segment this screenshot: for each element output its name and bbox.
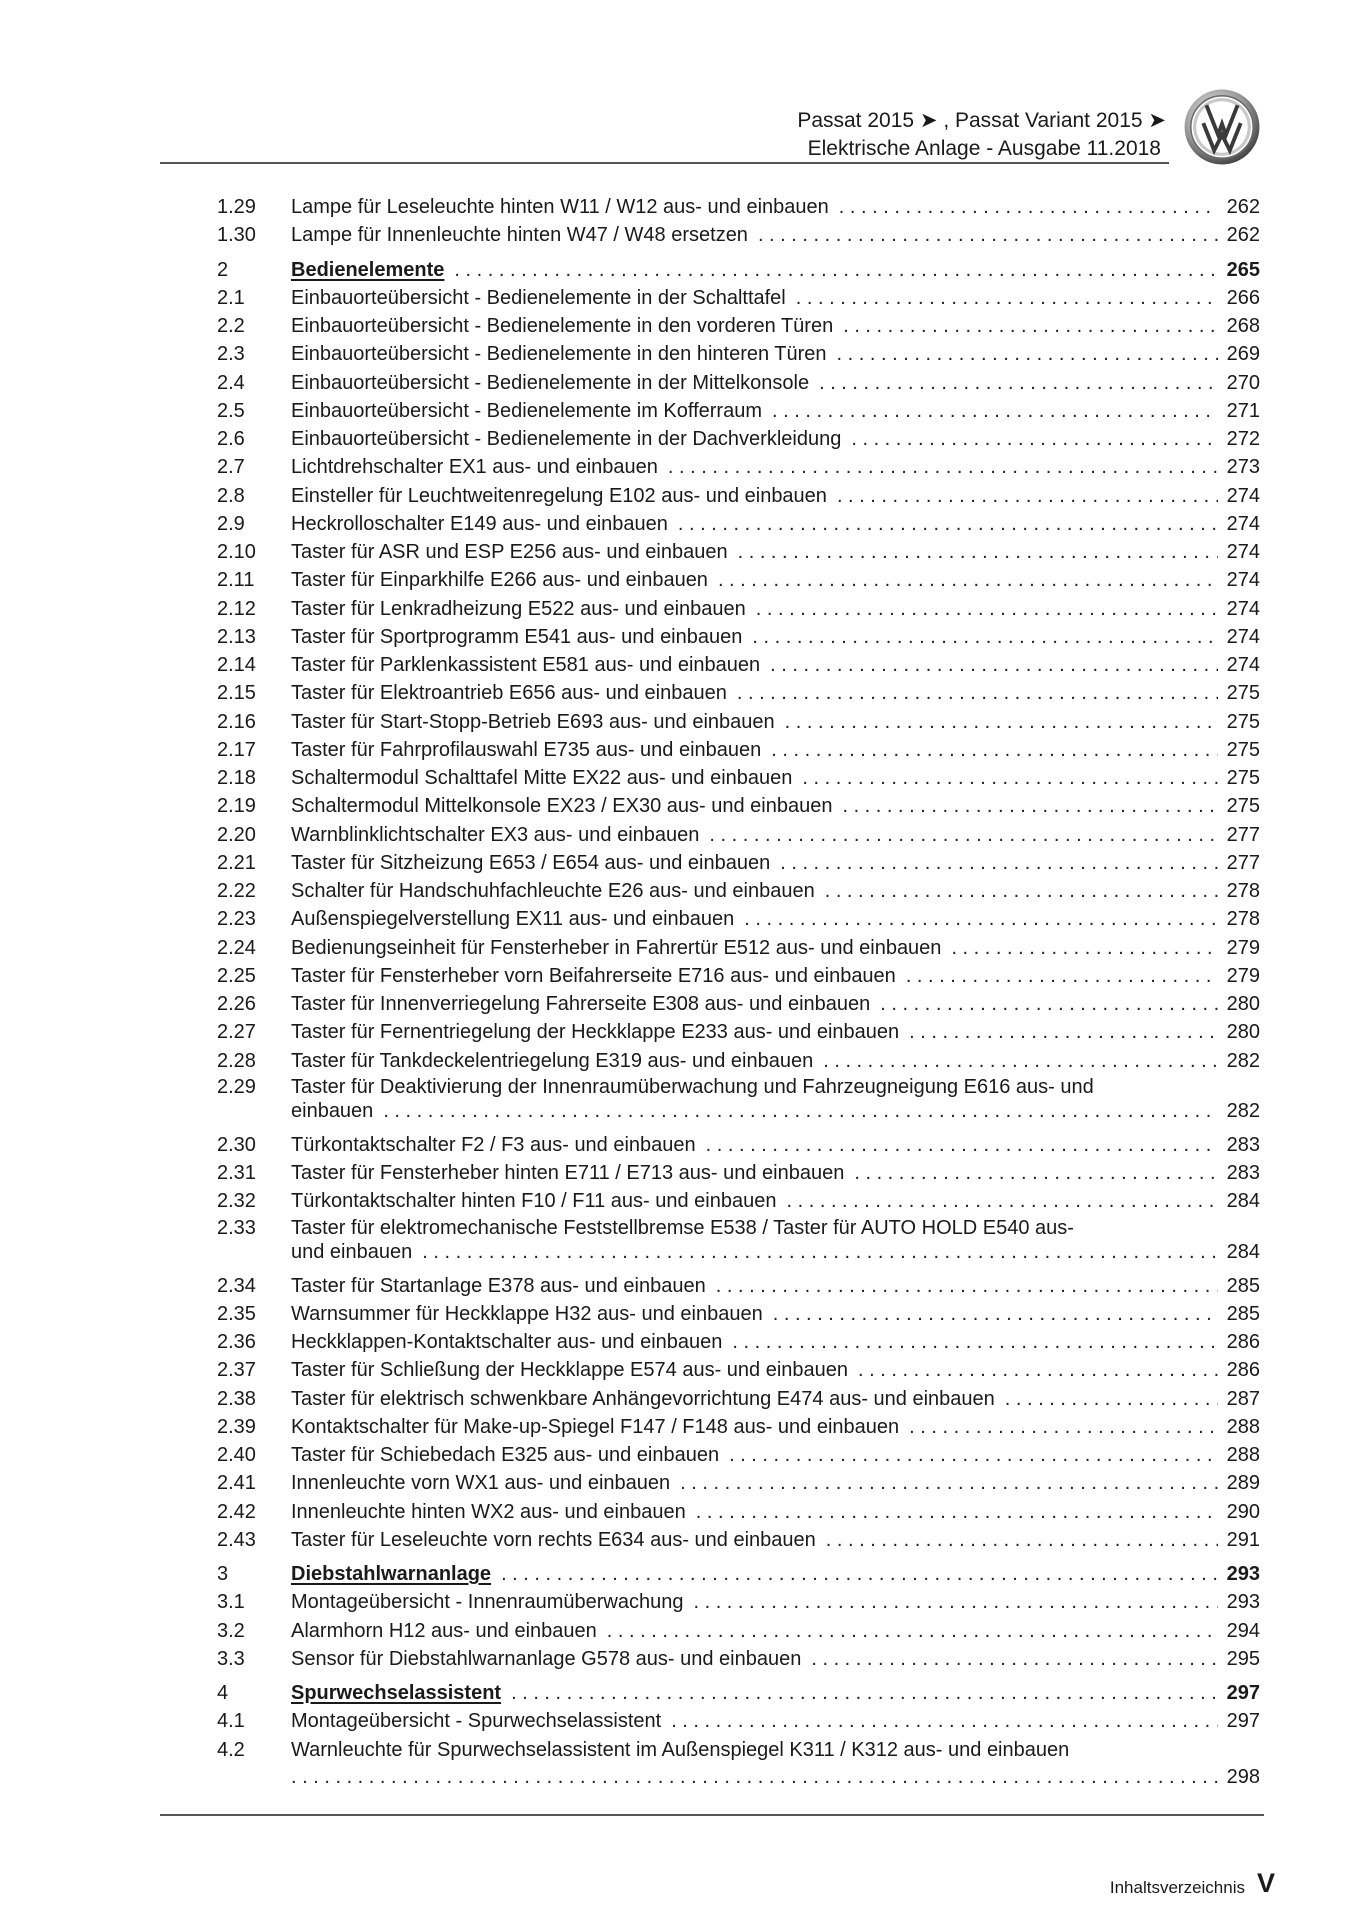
toc-row[interactable] [217, 1328, 1260, 1356]
toc-page-number: 273 [1226, 456, 1260, 479]
toc-dot-leader [826, 1526, 1218, 1554]
toc-page-number: 282 [1226, 1049, 1260, 1072]
toc-entry-number: 2.6 [217, 428, 245, 450]
toc-row[interactable] [217, 397, 1260, 425]
toc-entry-number: 2.11 [217, 569, 255, 592]
toc-dot-leader [880, 990, 1218, 1018]
toc-page-number: 271 [1226, 399, 1260, 422]
toc-dot-leader [772, 397, 1218, 425]
footer-section-label: Inhaltsverzeichnis [1109, 1878, 1245, 1897]
toc-entry-number: 2.15 [217, 682, 256, 705]
toc-row[interactable] [217, 425, 1260, 453]
toc-entry-number: 2.7 [217, 456, 245, 479]
toc-entry-number: 2.33 [217, 1216, 256, 1239]
page-header [160, 108, 1169, 166]
toc-entry-title: Lichtdrehschalter EX1 aus- und einbauen [291, 456, 658, 479]
toc-row[interactable] [217, 538, 1260, 566]
vw-logo-icon [1183, 88, 1261, 166]
toc-row[interactable] [217, 1498, 1260, 1526]
toc-entry-title: Schaltermodul Mittelkonsole EX23 / EX30 aus- und einbauen [291, 795, 833, 818]
toc-page-number: 269 [1226, 343, 1260, 366]
toc-entry-number: 2.9 [217, 512, 245, 535]
toc-entry-title: Diebstahlwarnanlage [291, 1563, 492, 1585]
toc-entry-title: Taster für elektromechanische Feststellbremse E538 / Taster für AUTO HOLD E540 aus- [291, 1216, 1074, 1239]
header-rule [160, 162, 1169, 164]
toc-dot-leader [511, 1679, 1218, 1707]
toc-row[interactable] [217, 1047, 1260, 1075]
toc-entry-title: Taster für Start-Stopp-Betrieb E693 aus- und einbauen [291, 710, 775, 733]
toc-entry-title: Einbauorteübersicht - Bedienelemente in der Dachverkleidung [291, 428, 842, 450]
toc-entry-number: 2.18 [217, 767, 256, 789]
toc-entry-number: 2.14 [217, 654, 256, 676]
toc-entry-title: Innenleuchte vorn WX1 aus- und einbauen [291, 1472, 671, 1495]
toc-entry-title: Taster für Tankdeckelentriegelung E319 aus- und einbauen [291, 1049, 814, 1072]
toc-dot-leader [454, 256, 1218, 284]
toc-entry-number: 4.1 [217, 1710, 245, 1733]
toc-entry-number: 2.31 [217, 1162, 256, 1184]
toc-page-number: 278 [1226, 880, 1260, 902]
toc-page-number: 280 [1226, 993, 1260, 1015]
toc-entry-number: 2.2 [217, 315, 245, 337]
toc-entry-title: Bedienelemente [291, 258, 445, 281]
toc-page-number: 268 [1226, 315, 1260, 337]
toc-entry-number: 2.42 [217, 1500, 256, 1523]
toc-entry-number: 2.39 [217, 1415, 256, 1438]
header-model-line: Passat 2015 ➤ , Passat Variant 2015 ➤ [797, 109, 1166, 132]
toc-row[interactable] [217, 1736, 1260, 1792]
toc-row[interactable] [217, 651, 1260, 679]
toc-page-number: 275 [1226, 738, 1260, 761]
toc-dot-leader [501, 1560, 1218, 1588]
toc-dot-leader [837, 340, 1218, 368]
toc-entry-number: 2.1 [217, 286, 245, 309]
toc-row[interactable] [217, 1413, 1260, 1441]
toc-dot-leader [383, 1099, 1218, 1123]
toc-page-number: 265 [1226, 258, 1260, 281]
toc-page-number: 286 [1226, 1331, 1260, 1353]
toc-dot-leader [729, 1441, 1218, 1469]
toc-row[interactable] [217, 736, 1260, 764]
toc-entry-number: 2.27 [217, 1021, 256, 1044]
toc-row[interactable] [217, 1469, 1260, 1497]
toc-entry-title: Einbauorteübersicht - Bedienelemente in der Mittelkonsole [291, 371, 810, 394]
toc-row[interactable] [217, 990, 1260, 1018]
toc-entry-title: Taster für Schiebedach E325 aus- und einbauen [291, 1444, 720, 1466]
toc-page-number: 293 [1226, 1563, 1260, 1585]
toc-row[interactable] [217, 1216, 1260, 1272]
toc-entry-title: Taster für Fensterheber hinten E711 / E713 aus- und einbauen [291, 1162, 845, 1184]
toc-entry-number: 4.2 [217, 1738, 245, 1761]
toc-entry-title: Taster für elektrisch schwenkbare Anhängevorrichtung E474 aus- und einbauen [291, 1387, 995, 1410]
toc-chapter-row[interactable] [217, 256, 1260, 284]
toc-page-number: 266 [1226, 286, 1260, 309]
toc-entry-title: Innenleuchte hinten WX2 aus- und einbauen [291, 1500, 686, 1523]
toc-entry-number: 3.1 [217, 1591, 245, 1614]
toc-page-number: 274 [1226, 512, 1260, 535]
toc-dot-leader [716, 1272, 1218, 1300]
toc-dot-leader [756, 595, 1218, 623]
toc-entry-number: 2.32 [217, 1190, 256, 1213]
toc-row[interactable] [217, 369, 1260, 397]
toc-row[interactable] [217, 595, 1260, 623]
toc-entry-number: 2.10 [217, 541, 256, 563]
toc-entry-number: 2.43 [217, 1528, 256, 1551]
toc-page-number: 282 [1226, 1099, 1260, 1122]
toc-row[interactable] [217, 1272, 1260, 1300]
toc-entry-number: 2.34 [217, 1274, 256, 1297]
toc-entry-title: Taster für Sportprogramm E541 aus- und einbauen [291, 625, 743, 648]
toc-row[interactable] [217, 708, 1260, 736]
toc-row[interactable] [217, 623, 1260, 651]
toc-dot-leader [819, 369, 1218, 397]
toc-page-number: 285 [1226, 1302, 1260, 1325]
toc-page-number: 295 [1226, 1647, 1260, 1670]
toc-entry-title: Taster für Leseleuchte vorn rechts E634 aus- und einbauen [291, 1528, 816, 1551]
footer-rule [160, 1814, 1264, 1816]
toc-entry-number: 2.41 [217, 1472, 256, 1495]
toc-dot-leader [668, 453, 1218, 481]
toc-dot-leader [696, 1498, 1218, 1526]
toc-entry-number: 2.24 [217, 936, 256, 959]
toc-entry-title: Heckrolloschalter E149 aus- und einbauen [291, 512, 668, 535]
toc-entry-title: Montageübersicht - Innenraumüberwachung [291, 1591, 684, 1614]
toc-entry-number: 2.36 [217, 1331, 256, 1353]
toc-row[interactable] [217, 193, 1260, 221]
toc-dot-leader [951, 934, 1218, 962]
toc-page-number: 277 [1226, 823, 1260, 846]
toc-dot-leader [671, 1707, 1218, 1735]
toc-entry-number: 2.37 [217, 1359, 256, 1382]
toc-entry-title: Außenspiegelverstellung EX11 aus- und einbauen [291, 908, 735, 931]
toc-dot-leader [843, 312, 1218, 340]
toc-entry-number: 2.23 [217, 908, 256, 931]
toc-page-number: 277 [1226, 851, 1260, 874]
toc-page-number: 287 [1226, 1387, 1260, 1410]
toc-page-number: 272 [1226, 428, 1260, 450]
toc-page-number: 284 [1226, 1190, 1260, 1213]
toc-page-number: 274 [1226, 569, 1260, 592]
toc-dot-leader [773, 1300, 1218, 1328]
toc-entry-number: 2.5 [217, 399, 245, 422]
toc-dot-leader [758, 221, 1218, 249]
toc-entry-title: Taster für Fahrprofilauswahl E735 aus- und einbauen [291, 738, 762, 761]
toc-dot-leader [811, 1645, 1218, 1673]
toc-entry-title: Einsteller für Leuchtweitenregelung E102 aus- und einbauen [291, 484, 827, 507]
toc-entry-number: 1.29 [217, 196, 256, 218]
toc-entry-title: Kontaktschalter für Make-up-Spiegel F147 / F148 aus- und einbauen [291, 1415, 900, 1438]
toc-entry-title: Taster für Startanlage E378 aus- und einbauen [291, 1274, 706, 1297]
toc-dot-leader [854, 1159, 1218, 1187]
toc-entry-number: 2.35 [217, 1302, 256, 1325]
toc-entry-title: Warnsummer für Heckklappe H32 aus- und einbauen [291, 1302, 763, 1325]
toc-entry-title: Taster für Lenkradheizung E522 aus- und einbauen [291, 597, 746, 620]
toc-entry-number: 2.8 [217, 484, 245, 507]
toc-row[interactable] [217, 877, 1260, 905]
toc-page-number: 284 [1226, 1240, 1260, 1263]
toc-page-number: 283 [1226, 1133, 1260, 1156]
toc-entry-title: Warnblinklichtschalter EX3 aus- und einbauen [291, 823, 700, 846]
toc-entry-number: 2.12 [217, 597, 256, 620]
toc-entry-title: Sensor für Diebstahlwarnanlage G578 aus- und einbauen [291, 1647, 802, 1670]
toc-entry-title-continued: und einbauen [291, 1240, 413, 1263]
toc-dot-leader [706, 1131, 1218, 1159]
toc-dot-leader [802, 764, 1218, 792]
toc-entry-number: 2 [217, 258, 229, 281]
toc-entry-number: 2.40 [217, 1444, 256, 1466]
toc-entry-number: 3.2 [217, 1619, 245, 1642]
toc-dot-leader [680, 1469, 1218, 1497]
toc-row[interactable] [217, 566, 1260, 594]
toc-entry-title: Einbauorteübersicht - Bedienelemente in den vorderen Türen [291, 315, 834, 337]
toc-page-number: 274 [1226, 597, 1260, 620]
toc-entry-number: 1.30 [217, 224, 256, 247]
toc-row[interactable] [217, 1300, 1260, 1328]
toc-row[interactable] [217, 1385, 1260, 1413]
toc-dot-leader [752, 623, 1218, 651]
toc-row[interactable] [217, 1707, 1260, 1735]
toc-row[interactable] [217, 905, 1260, 933]
toc-entry-title: Taster für Elektroantrieb E656 aus- und einbauen [291, 682, 727, 705]
toc-page-number: 283 [1226, 1162, 1260, 1184]
toc-dot-leader [786, 1187, 1218, 1215]
toc-page-number: 293 [1226, 1591, 1260, 1614]
toc-dot-leader [909, 1018, 1218, 1046]
toc-row[interactable] [217, 1075, 1260, 1131]
toc-row[interactable] [217, 1131, 1260, 1159]
toc-entry-number: 2.28 [217, 1049, 256, 1072]
footer-page-number: V [1256, 1868, 1275, 1898]
toc-entry-title: Einbauorteübersicht - Bedienelemente in der Schalttafel [291, 286, 786, 309]
toc-page-number: 262 [1226, 196, 1260, 218]
toc-page-number: 286 [1226, 1359, 1260, 1382]
toc-page-number: 297 [1226, 1682, 1260, 1704]
toc-page-number: 275 [1226, 795, 1260, 818]
toc-page-number: 279 [1226, 964, 1260, 987]
toc-dot-leader [858, 1356, 1218, 1384]
toc-entry-number: 2.16 [217, 710, 256, 733]
toc-row[interactable] [217, 962, 1260, 990]
toc-dot-leader [796, 284, 1218, 312]
toc-entry-title: Schaltermodul Schalttafel Mitte EX22 aus- und einbauen [291, 767, 793, 789]
toc-dot-leader [709, 821, 1218, 849]
toc-dot-leader [718, 566, 1218, 594]
toc-entry-title: Lampe für Leseleuchte hinten W11 / W12 aus- und einbauen [291, 196, 829, 218]
toc-entry-title: Türkontaktschalter hinten F10 / F11 aus- und einbauen [291, 1190, 777, 1213]
toc-row[interactable] [217, 792, 1260, 820]
toc-row[interactable] [217, 934, 1260, 962]
toc-page-number: 274 [1226, 541, 1260, 563]
toc-page-number: 275 [1226, 767, 1260, 789]
toc-row[interactable] [217, 1441, 1260, 1469]
toc-dot-leader [738, 538, 1218, 566]
toc-dot-leader [737, 679, 1218, 707]
toc-page-number: 274 [1226, 625, 1260, 648]
toc-entry-title: Alarmhorn H12 aus- und einbauen [291, 1619, 597, 1642]
toc-entry-title: Montageübersicht - Spurwechselassistent [291, 1710, 662, 1733]
toc-chapter-row[interactable] [217, 1679, 1260, 1707]
toc-entry-number: 2.38 [217, 1387, 256, 1410]
toc-dot-leader [422, 1240, 1218, 1264]
toc-page-number: 274 [1226, 654, 1260, 676]
toc-entry-title: Taster für Innenverriegelung Fahrerseite E308 aus- und einbauen [291, 993, 871, 1015]
toc-dot-leader [906, 962, 1218, 990]
toc-entry-title: Einbauorteübersicht - Bedienelemente in den hinteren Türen [291, 343, 827, 366]
toc-row[interactable] [217, 1018, 1260, 1046]
toc-entry-title: Taster für Deaktivierung der Innenraumüberwachung und Fahrzeugneigung E616 aus- und [291, 1075, 1094, 1098]
toc-chapter-row[interactable] [217, 1560, 1260, 1588]
toc-row[interactable] [217, 510, 1260, 538]
toc-dot-leader [744, 905, 1218, 933]
toc-row[interactable] [217, 1526, 1260, 1554]
toc-page-number: 291 [1226, 1528, 1260, 1551]
toc-row[interactable] [217, 1356, 1260, 1384]
toc-entry-title: Taster für Schließung der Heckklappe E574 aus- und einbauen [291, 1359, 849, 1382]
toc-row[interactable] [217, 312, 1260, 340]
toc-dot-leader [851, 425, 1218, 453]
toc-page-number: 289 [1226, 1472, 1260, 1495]
table-of-contents [217, 193, 1260, 1792]
toc-dot-leader [291, 1763, 1218, 1791]
toc-entry-title: Taster für ASR und ESP E256 aus- und einbauen [291, 541, 728, 563]
toc-entry-number: 2.21 [217, 851, 256, 874]
toc-entry-title: Spurwechselassistent [291, 1682, 502, 1704]
toc-entry-number: 2.13 [217, 625, 256, 648]
toc-dot-leader [780, 849, 1218, 877]
toc-page-number: 275 [1226, 710, 1260, 733]
toc-row[interactable] [217, 1159, 1260, 1187]
toc-entry-title: Heckklappen-Kontaktschalter aus- und einbauen [291, 1331, 723, 1353]
toc-page-number: 278 [1226, 908, 1260, 931]
toc-entry-title: Taster für Fensterheber vorn Beifahrerseite E716 aus- und einbauen [291, 964, 896, 987]
toc-entry-title: Türkontaktschalter F2 / F3 aus- und einbauen [291, 1133, 696, 1156]
toc-dot-leader [678, 510, 1218, 538]
toc-dot-leader [771, 736, 1218, 764]
toc-page-number: 279 [1226, 936, 1260, 959]
toc-entry-number: 2.4 [217, 371, 245, 394]
toc-entry-title: Taster für Parklenkassistent E581 aus- und einbauen [291, 654, 761, 676]
toc-dot-leader [823, 1047, 1218, 1075]
toc-row[interactable] [217, 849, 1260, 877]
toc-page-number: 274 [1226, 484, 1260, 507]
toc-row[interactable] [217, 340, 1260, 368]
toc-row[interactable] [217, 1588, 1260, 1616]
toc-page-number: 297 [1226, 1710, 1260, 1733]
toc-page-number: 290 [1226, 1500, 1260, 1523]
toc-dot-leader [909, 1413, 1218, 1441]
toc-row[interactable] [217, 764, 1260, 792]
toc-entry-title: Bedienungseinheit für Fensterheber in Fahrertür E512 aus- und einbauen [291, 936, 942, 959]
toc-page-number: 294 [1226, 1619, 1260, 1642]
toc-entry-number: 2.22 [217, 880, 256, 902]
toc-page-number: 270 [1226, 371, 1260, 394]
toc-page-number: 275 [1226, 682, 1260, 705]
toc-page-number: 288 [1226, 1444, 1260, 1466]
toc-entry-title: Taster für Einparkhilfe E266 aus- und einbauen [291, 569, 708, 592]
toc-page-number: 262 [1226, 224, 1260, 247]
toc-page-number: 298 [1226, 1765, 1260, 1788]
toc-row[interactable] [217, 284, 1260, 312]
toc-dot-leader [785, 708, 1218, 736]
toc-entry-number: 3 [217, 1563, 229, 1585]
toc-dot-leader [837, 482, 1218, 510]
toc-entry-number: 2.3 [217, 343, 245, 366]
toc-row[interactable] [217, 453, 1260, 481]
toc-row[interactable] [217, 1617, 1260, 1645]
toc-dot-leader [607, 1617, 1218, 1645]
toc-dot-leader [732, 1328, 1218, 1356]
toc-entry-title: Warnleuchte für Spurwechselassistent im Außenspiegel K311 / K312 aus- und einbauen [291, 1738, 1070, 1761]
toc-row[interactable] [217, 1645, 1260, 1673]
toc-dot-leader [770, 651, 1218, 679]
toc-page-number: 288 [1226, 1415, 1260, 1438]
toc-entry-number: 4 [217, 1682, 229, 1704]
toc-entry-title: Schalter für Handschuhfachleuchte E26 aus- und einbauen [291, 880, 815, 902]
header-manual-line: Elektrische Anlage - Ausgabe 11.2018 [807, 137, 1161, 160]
toc-dot-leader [693, 1588, 1218, 1616]
toc-row[interactable] [217, 482, 1260, 510]
toc-row[interactable] [217, 821, 1260, 849]
toc-entry-number: 2.20 [217, 823, 256, 846]
toc-page-number: 285 [1226, 1274, 1260, 1297]
toc-page-number: 280 [1226, 1021, 1260, 1044]
toc-row[interactable] [217, 221, 1260, 249]
toc-entry-number: 2.29 [217, 1075, 256, 1098]
toc-entry-title: Taster für Sitzheizung E653 / E654 aus- und einbauen [291, 851, 771, 874]
toc-entry-number: 2.19 [217, 795, 256, 818]
toc-entry-title: Lampe für Innenleuchte hinten W47 / W48 ersetzen [291, 224, 748, 247]
toc-entry-number: 2.30 [217, 1133, 256, 1156]
toc-row[interactable] [217, 679, 1260, 707]
toc-entry-title: Einbauorteübersicht - Bedienelemente im Kofferraum [291, 399, 762, 422]
toc-entry-number: 2.26 [217, 993, 256, 1015]
toc-entry-title: Taster für Fernentriegelung der Heckklappe E233 aus- und einbauen [291, 1021, 900, 1044]
toc-dot-leader [825, 877, 1218, 905]
toc-entry-number: 2.17 [217, 738, 256, 761]
toc-entry-number: 3.3 [217, 1647, 245, 1670]
toc-entry-title-continued: einbauen [291, 1099, 374, 1122]
toc-row[interactable] [217, 1187, 1260, 1215]
toc-entry-number: 2.25 [217, 964, 256, 987]
toc-dot-leader [1005, 1385, 1218, 1413]
toc-dot-leader [842, 792, 1218, 820]
toc-dot-leader [839, 193, 1218, 221]
